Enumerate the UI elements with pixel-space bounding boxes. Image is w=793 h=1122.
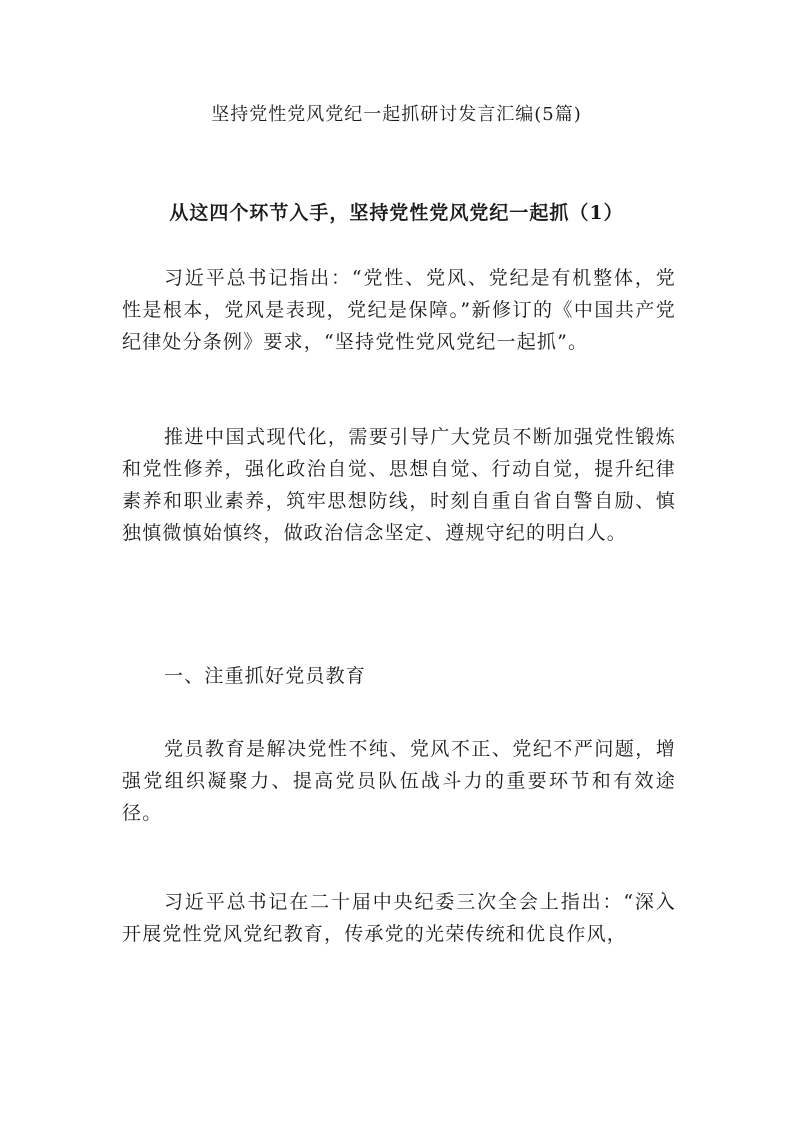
subheading-party-member-education: 一、注重抓好党员教育 <box>164 665 367 687</box>
document-title: 坚持党性党风党纪一起抓研讨发言汇编(5篇) <box>211 104 582 125</box>
section-heading: 从这四个环节入手，坚持党性党风党纪一起抓（1） <box>169 202 624 224</box>
paragraph-2: 推进中国式现代化，需要引导广大党员不断加强党性锻炼和党性修养，强化政治自觉、思想自觉、行动自觉，提升纪律素养和职业素养，筑牢思想防线，时刻自重自省自警自励、慎独慎微慎始慎终，做政治信念坚定、遵规守纪的明白人。 <box>122 426 676 544</box>
paragraph-4: 习近平总书记在二十届中央纪委三次全会上指出：“深入开展党性党风党纪教育，传承党的光荣传统和优良作风， <box>122 891 676 945</box>
paragraph-1: 习近平总书记指出：“党性、党风、党纪是有机整体，党性是根本，党风是表现，党纪是保障。”新修订的《中国共产党纪律处分条例》要求，“坚持党性党风党纪一起抓”。 <box>122 267 676 353</box>
paragraph-3: 党员教育是解决党性不纯、党风不正、党纪不严问题，增强党组织凝聚力、提高党员队伍战斗力的重要环节和有效途径。 <box>122 738 676 824</box>
